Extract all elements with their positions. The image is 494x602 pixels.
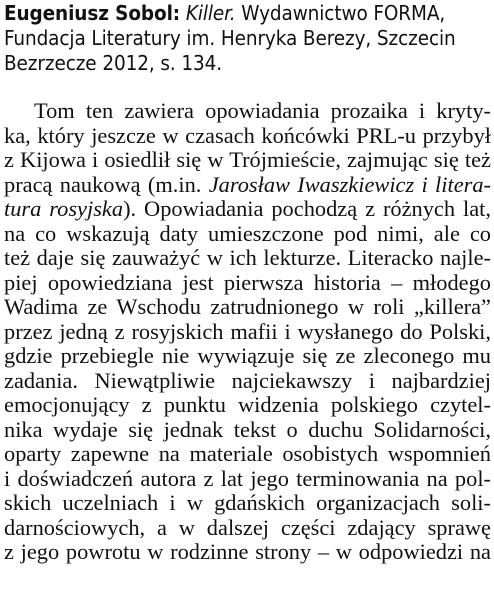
book-title: Killer. (185, 1, 236, 25)
paragraph-line (4, 173, 491, 197)
bibliographic-header-line-1 (4, 1, 491, 25)
paragraph-line: Wadima ze Wschodu zatrudnionego w roli „killera” (4, 295, 491, 319)
paragraph-line: emocjonujący z punktu widzenia polskiego czytel- (4, 393, 491, 417)
paragraph-line: darnościowych, a w dalszej części zdający sprawę (4, 516, 491, 540)
publisher: Wydawnictwo FORMA, (241, 1, 446, 25)
paragraph-line: z Kijowa i osiedlił się w Trójmieście, zajmując się też (4, 148, 491, 172)
paragraph-line: nika wydaje się jednak tekst o duchu Solidarności, (4, 418, 491, 442)
paragraph-line: z jego powrotu w rodzinne strony – w odpowiedzi na (4, 540, 491, 564)
cited-work-title: Jarosław Iwaszkiewicz i litera- (208, 173, 491, 197)
paragraph-line: zadania. Niewątpliwie najciekawszy i najbardziej (4, 369, 491, 393)
bibliographic-header-line-3: Bezrzecze 2012, s. 134. (4, 51, 223, 75)
cited-work-title: tura rosyjska (4, 197, 124, 221)
paragraph-line: gdzie przebiegle nie wywiązuje się ze zleconego mu (4, 344, 491, 368)
paragraph-line: też daje się zauważyć w ich lekturze. Literacko najle- (4, 246, 491, 270)
paragraph-line: i doświadczeń autora z lat jego terminowania na pol- (4, 467, 491, 491)
paragraph-line: skich uczelniach i w gdańskich organizacjach soli- (4, 491, 491, 515)
paragraph-text: ). Opowiadania pochodzą z różnych lat, (123, 197, 491, 221)
paragraph-line: przez jedną z rosyjskich mafii i wysłanego do Polski, (4, 320, 491, 344)
paragraph-text: pracą naukową (m.in. (4, 173, 202, 197)
paragraph-line: piej opowiedziana jest pierwsza historia – młodego (4, 271, 491, 295)
author-name: Eugeniusz Sobol: (4, 1, 181, 25)
paragraph-line (4, 197, 491, 221)
paragraph-line: ka, który jeszcze w czasach końcówki PRL-u przybył (4, 124, 491, 148)
paragraph-line: Tom ten zawiera opowiadania prozaika i kryty- (34, 99, 491, 123)
bibliographic-header-line-2: Fundacja Literatury im. Henryka Berezy, Szczecin (4, 26, 456, 50)
paragraph-line: oparty zapewne na materiale osobistych wspomnień (4, 442, 491, 466)
paragraph-line: na co wskazują daty umieszczone pod nimi, ale co (4, 222, 491, 246)
